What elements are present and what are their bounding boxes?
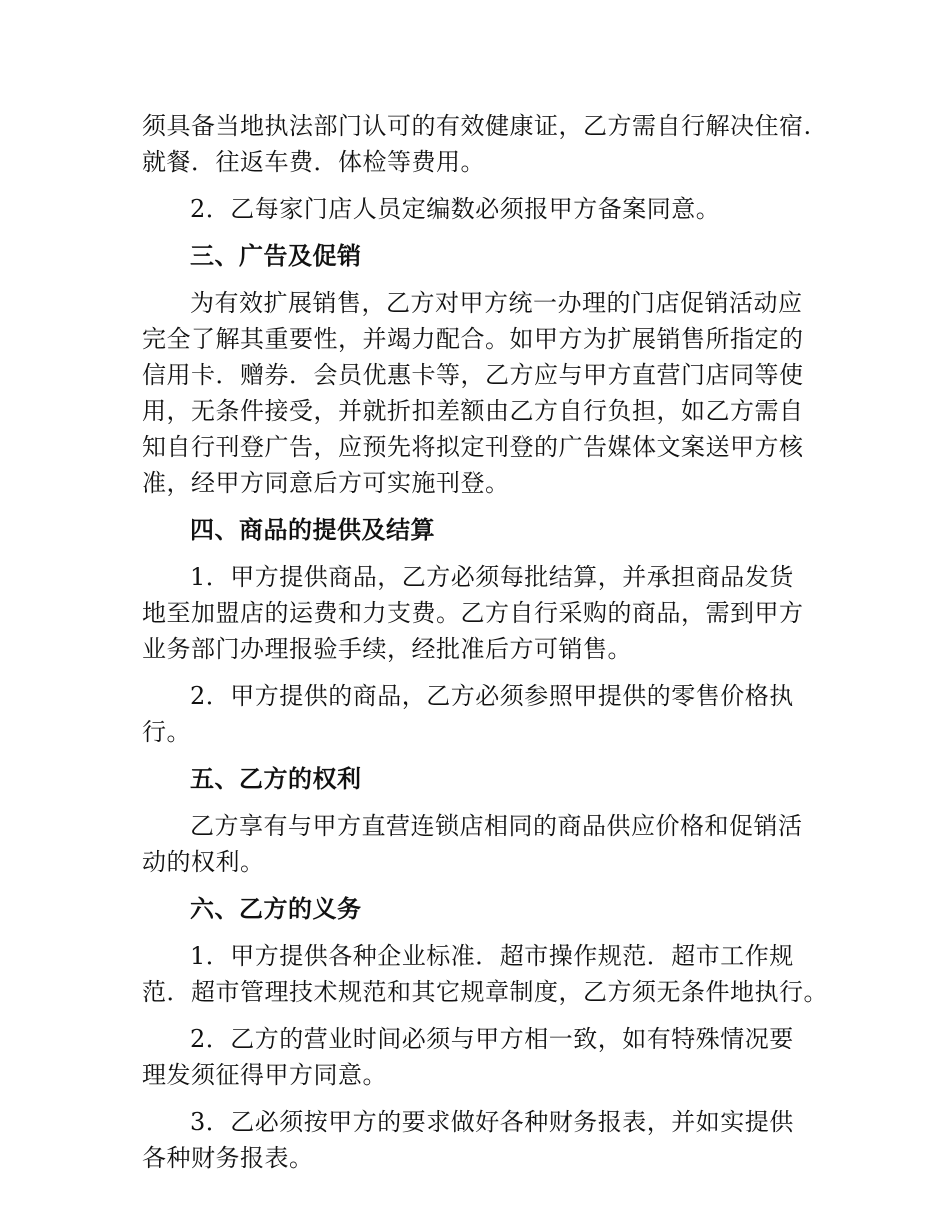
- section-heading-goods-settlement: 四、商品的提供及结算: [190, 516, 435, 544]
- text-line: 3．乙必须按甲方的要求做好各种财务报表，并如实提供: [190, 1108, 794, 1136]
- section-heading-advertising: 三、广告及促销: [190, 242, 362, 270]
- text-line: 准，经甲方同意后方可实施刊登。: [142, 469, 510, 497]
- paragraph-rights: [142, 808, 822, 880]
- text-line: 知自行刊登广告，应预先将拟定刊登的广告媒体文案送甲方核: [142, 433, 804, 461]
- text-line: 各种财务报表。: [142, 1144, 314, 1172]
- text-line: 2．甲方提供的商品，乙方必须参照甲提供的零售价格执: [190, 682, 794, 710]
- section-heading-obligations: 六、乙方的义务: [190, 895, 362, 923]
- text-line: 完全了解其重要性，并竭力配合。如甲方为扩展销售所指定的: [142, 325, 804, 353]
- text-line: 2．乙每家门店人员定编数必须报甲方备案同意。: [190, 195, 721, 223]
- text-line: 范．超市管理技术规范和其它规章制度，乙方须无条件地执行。: [142, 978, 828, 1006]
- paragraph-standards: [142, 938, 828, 1010]
- document-page: [142, 108, 828, 1176]
- paragraph-financial-reports: [142, 1104, 822, 1176]
- paragraph-business-hours: [142, 1021, 822, 1093]
- text-line: 为有效扩展销售，乙方对甲方统一办理的门店促销活动应: [190, 289, 803, 317]
- text-line: 地至加盟店的运费和力支费。乙方自行采购的商品，需到甲方: [142, 599, 804, 627]
- text-line: 动的权利。: [142, 848, 265, 876]
- text-line: 信用卡．赠券．会员优惠卡等，乙方应与甲方直营门店同等使: [142, 361, 804, 389]
- text-line: 须具备当地执法部门认可的有效健康证，乙方需自行解决住宿.: [142, 112, 812, 140]
- text-line: 1．甲方提供商品，乙方必须每批结算，并承担商品发货: [190, 563, 794, 591]
- text-line: 用，无条件接受，并就折扣差额由乙方自行负担，如乙方需自: [142, 397, 804, 425]
- text-line: 就餐．往返车费．体检等费用。: [142, 148, 485, 176]
- paragraph-retail-price: [142, 678, 822, 750]
- paragraph-promotion: [142, 285, 822, 501]
- text-line: 2．乙方的营业时间必须与甲方相一致，如有特殊情况要: [190, 1025, 794, 1053]
- paragraph-staffing: [142, 191, 822, 227]
- text-line: 1．甲方提供各种企业标准．超市操作规范．超市工作规: [190, 942, 794, 970]
- paragraph-health-certificate: [142, 108, 822, 180]
- text-line: 理发须征得甲方同意。: [142, 1061, 387, 1089]
- text-line: 乙方享有与甲方直营连锁店相同的商品供应价格和促销活: [190, 812, 803, 840]
- text-line: 行。: [142, 718, 191, 746]
- paragraph-goods-supply: [142, 559, 822, 667]
- section-heading-rights: 五、乙方的权利: [190, 765, 362, 793]
- text-line: 业务部门办理报验手续，经批准后方可销售。: [142, 635, 632, 663]
